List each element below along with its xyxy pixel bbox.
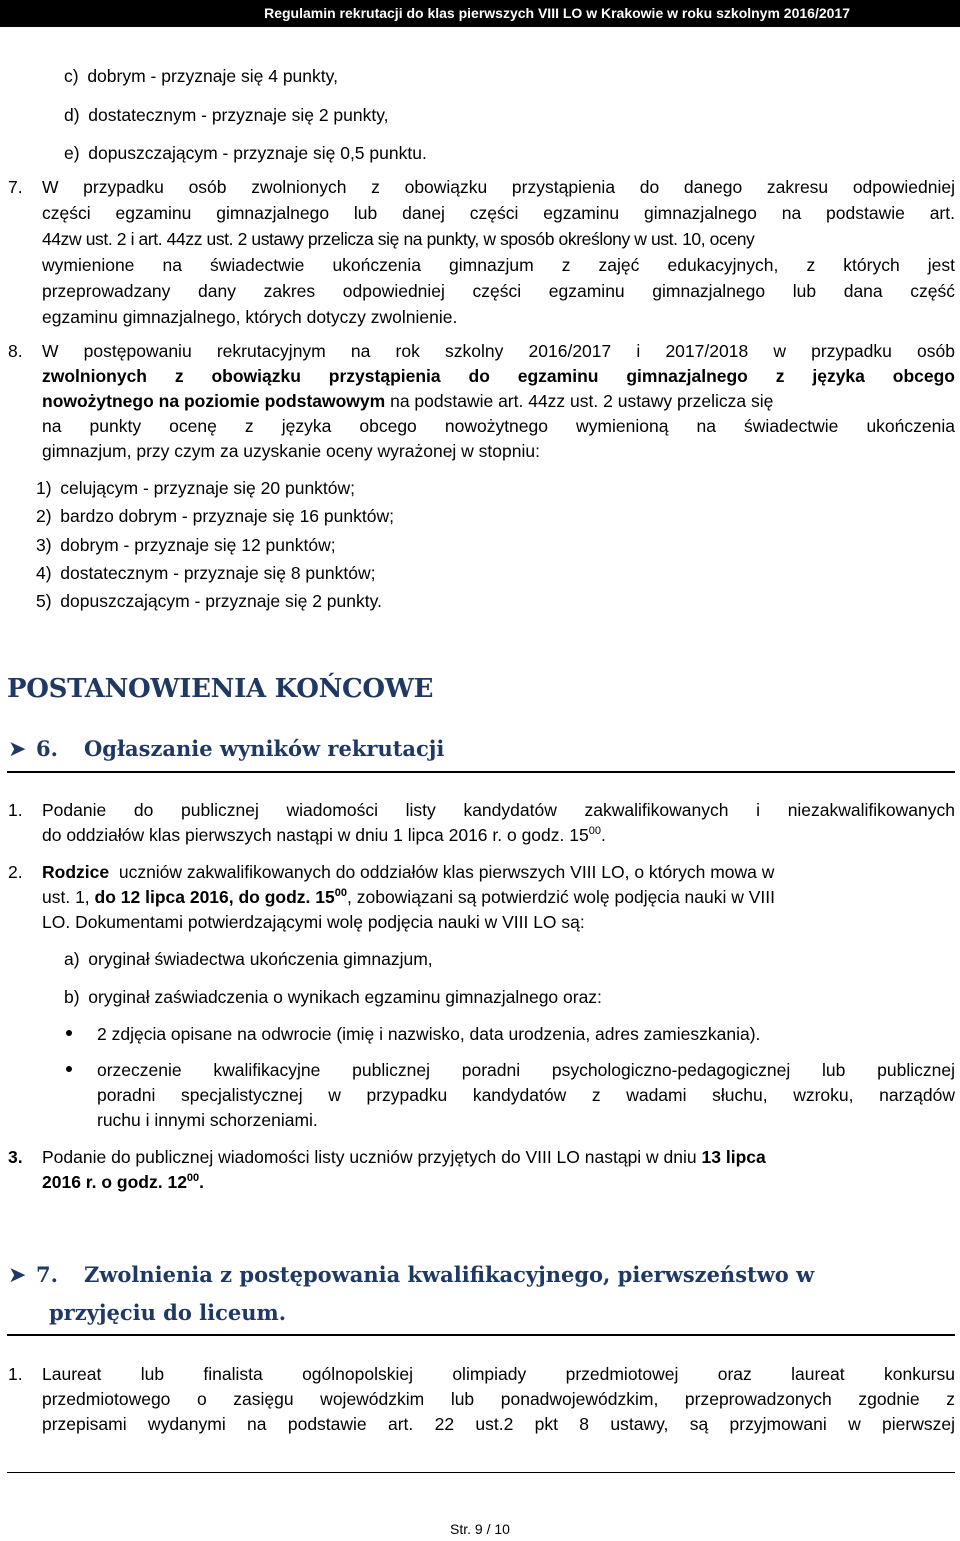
paragraph-line: ust. 1, do 12 lipca 2016, do godz. $15^{00}$, zobowiązani są potwierdzić wolę podjęcia nauki w VIII [42, 887, 775, 907]
paragraph-line: 44zw ust. 2 i art. 44zz ust. 2 ustawy przelicza się na punkty, w sposób określony w ust. 10, oceny [42, 229, 755, 249]
paragraph-line: Podanie do publicznej wiadomości listy uczniów przyjętych do VIII LO nastąpi w dniu 13 lipca [42, 1147, 766, 1167]
paragraph-line: zwolnionych z obowiązku przystąpienia do egzaminu gimnazjalnego z języka obcego [42, 366, 955, 386]
paragraph-line: LO. Dokumentami potwierdzającymi wolę podjęcia nauki w VIII LO są: [42, 912, 585, 932]
paragraph-line: egzaminu gimnazjalnego, których dotyczy zwolnienie. [42, 307, 458, 327]
section-title: Ogłaszanie wyników rekrutacji [84, 736, 445, 761]
arrow-icon: ➤ [8, 1262, 27, 1287]
arrow-icon: ➤ [8, 736, 27, 761]
list-item: a) oryginał świadectwa ukończenia gimnazjum, [64, 949, 433, 969]
paragraph-line: ruchu i innymi schorzeniami. [97, 1110, 318, 1130]
section-title: przyjęciu do liceum. [49, 1300, 287, 1325]
section-title: Zwolnienia z postępowania kwalifikacyjnego, pierwszeństwo w [84, 1262, 815, 1287]
paragraph-line: części egzaminu gimnazjalnego lub danej części egzaminu gimnazjalnego na podstawie art. [42, 203, 955, 223]
list-item: 2) bardzo dobrym - przyznaje się 16 punktów; [36, 506, 394, 526]
list-item: 1) celującym - przyznaje się 20 punktów; [36, 478, 356, 498]
divider [7, 771, 955, 773]
paragraph-line: Rodzice uczniów zakwalifikowanych do oddziałów klas pierwszych VIII LO, o których mowa w [42, 862, 775, 882]
paragraph-line: W przypadku osób zwolnionych z obowiązku przystąpienia do danego zakresu odpowiedniej [42, 177, 955, 197]
paragraph-number: 7. [8, 177, 23, 197]
paragraph-line: orzeczenie kwalifikacyjne publicznej poradni psychologiczno-pedagogicznej lub publicznej [97, 1060, 955, 1080]
bullet-icon [66, 1030, 72, 1036]
section-heading: POSTANOWIENIA KOŃCOWE [7, 674, 434, 704]
list-item: b) oryginał zaświadczenia o wynikach egzaminu gimnazjalnego oraz: [64, 987, 602, 1007]
paragraph-line: W postępowaniu rekrutacyjnym na rok szkolny 2016/2017 i 2017/2018 w przypadku osób [42, 341, 955, 361]
page-number: Str. 9 / 10 [450, 1521, 510, 1537]
paragraph-line: przeprowadzany dany zakres odpowiedniej części egzaminu gimnazjalnego lub dana część [42, 281, 955, 301]
paragraph-line: przepisami wydanymi na podstawie art. 22 ust.2 pkt 8 ustawy, są przyjmowani w pierwszej [42, 1414, 955, 1434]
bullet-icon [66, 1066, 72, 1072]
paragraph-line: Laureat lub finalista ogólnopolskiej olimpiady przedmiotowej oraz laureat konkursu [42, 1364, 955, 1384]
list-item: 2 zdjęcia opisane na odwrocie (imię i nazwisko, data urodzenia, adres zamieszkania). [97, 1024, 761, 1044]
paragraph-number: 8. [8, 341, 23, 361]
paragraph-line: Podanie do publicznej wiadomości listy kandydatów zakwalifikowanych i niezakwalifikowanych [42, 800, 955, 820]
paragraph-number: 1. [8, 1364, 23, 1384]
paragraph-number: 2. [8, 862, 23, 882]
page-header: Regulamin rekrutacji do klas pierwszych VIII LO w Krakowie w roku szkolnym 2016/2017 [0, 0, 960, 27]
list-item: d) dostatecznym - przyznaje się 2 punkty, [64, 105, 389, 125]
paragraph-line: nowożytnego na poziomie podstawowym na podstawie art. 44zz ust. 2 ustawy przelicza się [42, 391, 774, 411]
list-item: 3) dobrym - przyznaje się 12 punktów; [36, 535, 336, 555]
section-number: 6. [36, 736, 58, 761]
paragraph-line: 2016 r. o godz. $12^{00}$. [42, 1172, 205, 1192]
paragraph-number: 1. [8, 800, 23, 820]
divider [7, 1472, 955, 1473]
paragraph-line: przedmiotowego o zasięgu wojewódzkim lub ponadwojewódzkim, przeprowadzonych zgodnie z [42, 1389, 955, 1409]
list-item: 4) dostatecznym - przyznaje się 8 punktów; [36, 563, 376, 583]
list-item: e) dopuszczającym - przyznaje się 0,5 punktu. [64, 143, 427, 163]
list-item: 5) dopuszczającym - przyznaje się 2 punkty. [36, 591, 382, 611]
paragraph-line: do oddziałów klas pierwszych nastąpi w dniu 1 lipca 2016 r. o godz. $15^{00}$. [42, 825, 606, 845]
list-item: c) dobrym - przyznaje się 4 punkty, [64, 66, 338, 86]
paragraph-line: gimnazjum, przy czym za uzyskanie oceny wyrażonej w stopniu: [42, 441, 540, 461]
section-number: 7. [36, 1262, 58, 1287]
divider [7, 1334, 955, 1336]
paragraph-line: na punkty ocenę z języka obcego nowożytnego wymienioną na świadectwie ukończenia [42, 416, 955, 436]
paragraph-number: 3. [8, 1147, 23, 1167]
paragraph-line: wymienione na świadectwie ukończenia gimnazjum z zajęć edukacyjnych, z których jest [42, 255, 955, 275]
paragraph-line: poradni specjalistycznej w przypadku kandydatów z wadami słuchu, wzroku, narządów [97, 1085, 955, 1105]
